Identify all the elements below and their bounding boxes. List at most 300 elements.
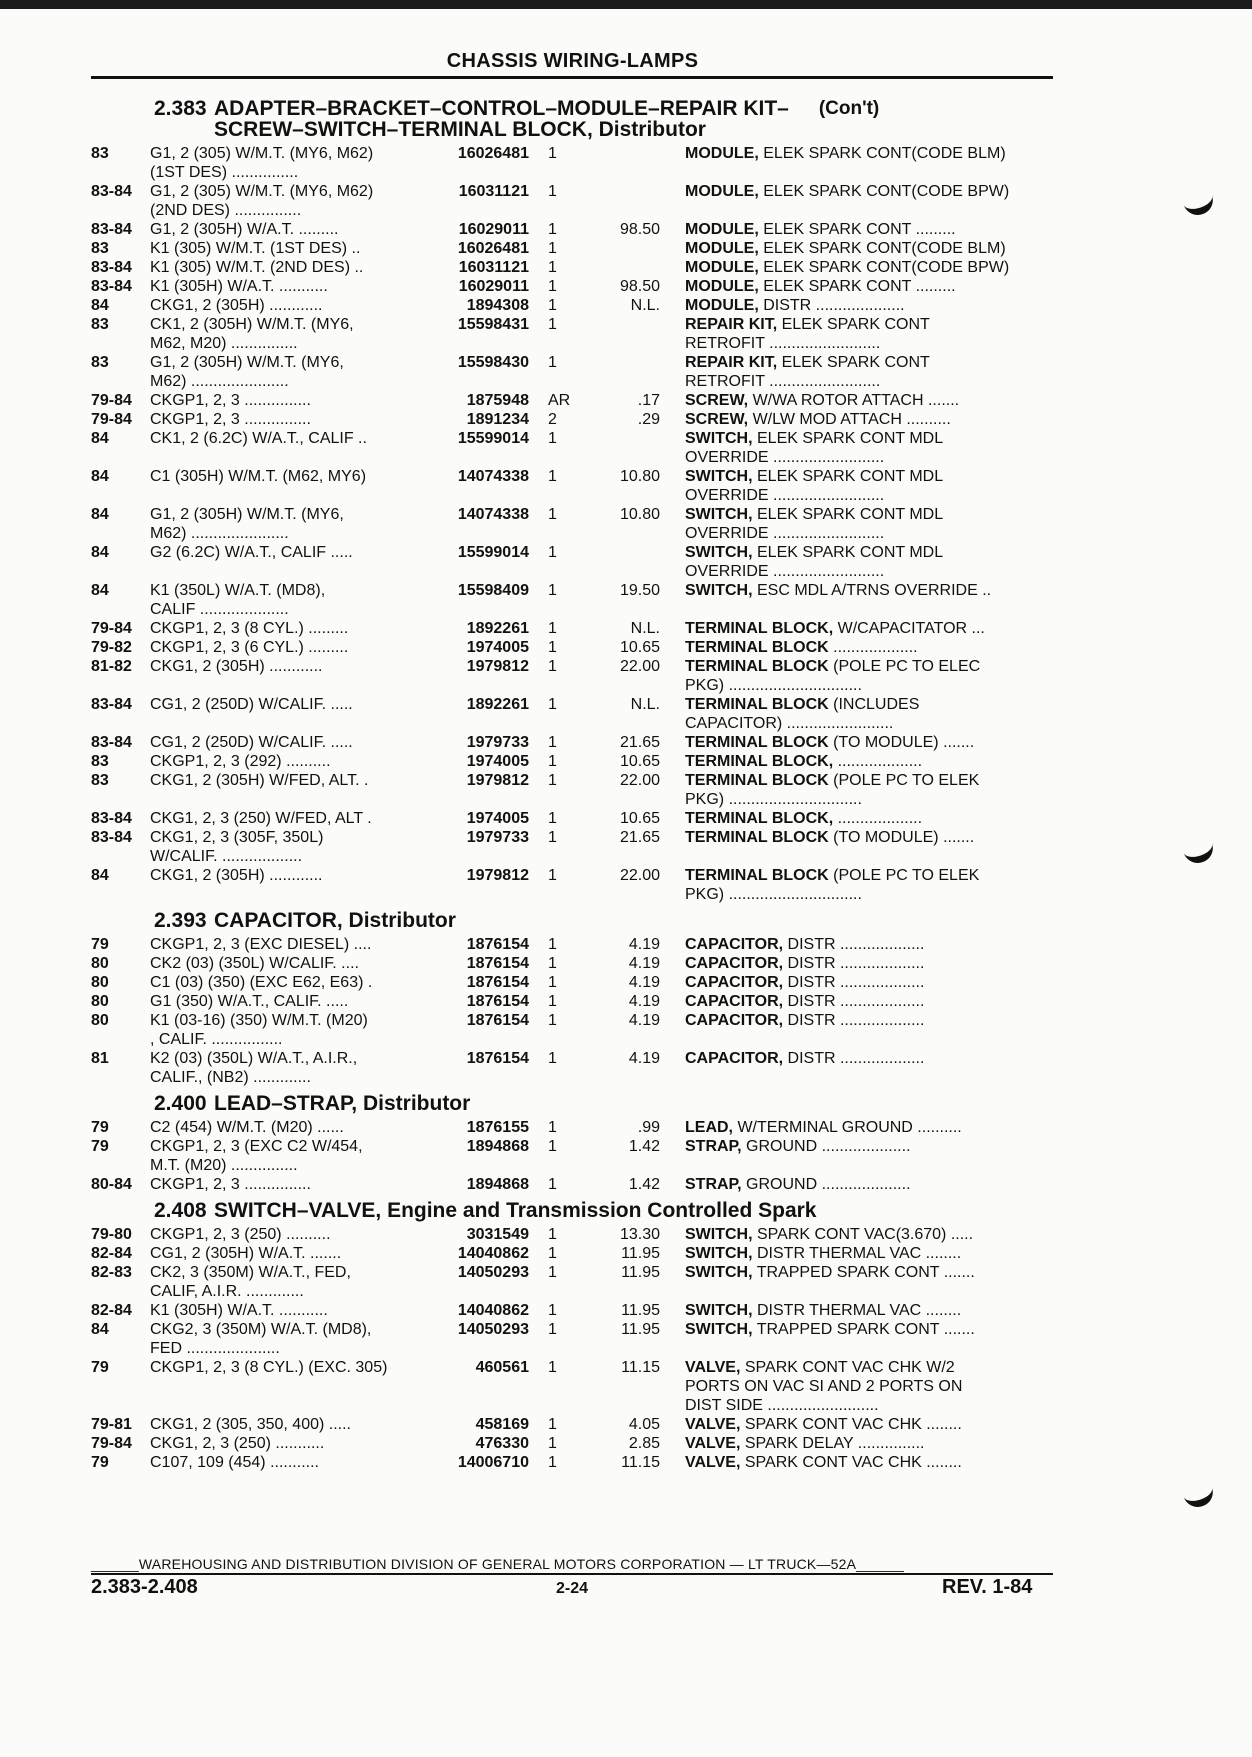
list-price: 10.80 (619, 506, 660, 523)
list-price (580, 429, 660, 467)
application-description: CK2, 3 (350M) W/A.T., FED, CALIF, A.I.R. ............. (150, 1264, 351, 1300)
application-description: CKG1, 2 (305H) ............ (150, 297, 323, 314)
part-number: 1979733 (466, 829, 529, 846)
part-row (91, 695, 1051, 733)
part-name-heading: MODULE, (685, 297, 759, 314)
part-name-detail: ELEK SPARK CONT MDL OVERRIDE ......................... (685, 468, 944, 504)
part-row (91, 429, 1051, 467)
part-row (91, 239, 1051, 258)
section-block (91, 1093, 1051, 1194)
part-name (660, 410, 1051, 429)
model-years: 79-84 (91, 392, 132, 409)
application-description: C107, 109 (454) ........... (150, 1454, 319, 1471)
model-years: 79-82 (91, 639, 132, 656)
part-number: 1979812 (466, 772, 529, 789)
part-name (660, 1320, 1051, 1358)
list-price: 22.00 (619, 772, 660, 789)
list-price: N.L. (630, 620, 660, 637)
list-price: 4.19 (628, 936, 660, 953)
quantity: 1 (548, 1138, 557, 1155)
part-name-heading: TERMINAL BLOCK, (685, 620, 834, 637)
part-number: 1894308 (466, 297, 529, 314)
application-description: CKG1, 2 (305H) ............ (150, 658, 323, 675)
binder-hole-3 (1179, 1474, 1216, 1511)
model-years: 84 (91, 506, 109, 523)
part-row (91, 543, 1051, 581)
part-name-heading: CAPACITOR, (685, 993, 784, 1010)
part-name-detail: DISTR ................... (783, 974, 925, 991)
application-description: CG1, 2 (250D) W/CALIF. ..... (150, 696, 353, 713)
part-name (660, 1244, 1051, 1263)
part-name (660, 935, 1051, 954)
part-number: 16031121 (458, 183, 529, 200)
part-name-detail: ELEK SPARK CONT ......... (758, 278, 956, 295)
part-number: 1876154 (466, 1012, 529, 1029)
footer-rule (91, 1573, 1053, 1575)
part-number: 1892261 (466, 620, 529, 637)
part-name (660, 809, 1051, 828)
quantity: 1 (548, 259, 557, 276)
part-name-heading: MODULE, (685, 240, 759, 257)
part-name-heading: MODULE, (685, 221, 759, 238)
list-price (580, 144, 660, 182)
quantity: 1 (548, 1050, 557, 1067)
quantity: 1 (548, 1226, 557, 1243)
section-heading (91, 910, 1051, 931)
model-years: 79-81 (91, 1416, 132, 1433)
part-name (660, 1301, 1051, 1320)
model-years: 83-84 (91, 278, 132, 295)
quantity: 1 (548, 240, 557, 257)
model-years: 83 (91, 145, 109, 162)
part-name-heading: SWITCH, (685, 1264, 753, 1281)
quantity: 1 (548, 1012, 557, 1029)
part-name-heading: TERMINAL BLOCK (685, 658, 829, 675)
quantity: 1 (548, 1435, 557, 1452)
part-name (660, 619, 1051, 638)
list-price: N.L. (630, 696, 660, 713)
quantity: 2 (548, 411, 557, 428)
part-name-heading: STRAP, (685, 1176, 742, 1193)
part-name-detail: TRAPPED SPARK CONT ....... (752, 1321, 975, 1338)
quantity: 1 (548, 1119, 557, 1136)
part-row (91, 657, 1051, 695)
application-description: CKG1, 2, 3 (250) W/FED, ALT . (150, 810, 372, 827)
list-price (580, 239, 660, 258)
quantity: 1 (548, 936, 557, 953)
part-name (660, 771, 1051, 809)
list-price: 13.30 (619, 1226, 660, 1243)
part-number: 15599014 (457, 544, 529, 561)
part-row (91, 1415, 1051, 1434)
part-name-detail: SPARK CONT VAC CHK W/2 PORTS ON VAC SI AND 2 PORTS ON DIST SIDE ......................... (685, 1359, 963, 1414)
part-number: 16029011 (458, 278, 529, 295)
part-name (660, 429, 1051, 467)
part-name (660, 638, 1051, 657)
part-name (660, 258, 1051, 277)
list-price: 21.65 (619, 734, 660, 751)
application-description: G1 (350) W/A.T., CALIF. ..... (150, 993, 349, 1010)
part-name (660, 1175, 1051, 1194)
list-price: 98.50 (619, 278, 660, 295)
part-name (660, 1358, 1051, 1415)
part-name-heading: SWITCH, (685, 1245, 753, 1262)
part-name-heading: SCREW, (685, 392, 749, 409)
part-row (91, 771, 1051, 809)
part-row (91, 182, 1051, 220)
quantity: 1 (548, 316, 557, 333)
part-name-detail: ELEK SPARK CONT(CODE BLM) (758, 145, 1006, 162)
quantity: 1 (548, 430, 557, 447)
section-number: 2.393 (154, 909, 207, 932)
part-name-detail: ................... (828, 639, 918, 656)
part-name-detail: SPARK CONT VAC(3.670) ..... (752, 1226, 974, 1243)
part-row (91, 1225, 1051, 1244)
part-name-heading: MODULE, (685, 278, 759, 295)
part-name-heading: MODULE, (685, 145, 759, 162)
part-name-detail: ELEK SPARK CONT(CODE BPW) (758, 183, 1010, 200)
part-row (91, 1049, 1051, 1087)
part-number: 1875948 (466, 392, 529, 409)
part-name (660, 1453, 1051, 1472)
part-number: 16029011 (458, 221, 529, 238)
part-row (91, 752, 1051, 771)
part-row (91, 144, 1051, 182)
application-description: CKGP1, 2, 3 (250) .......... (150, 1226, 331, 1243)
quantity: 1 (548, 658, 557, 675)
part-number: 1974005 (466, 810, 529, 827)
model-years: 82-84 (91, 1245, 132, 1262)
list-price: N.L. (630, 297, 660, 314)
section-number: 2.400 (154, 1092, 207, 1115)
list-price: 11.95 (621, 1264, 660, 1281)
part-name (660, 973, 1051, 992)
list-price (580, 258, 660, 277)
part-name-heading: TERMINAL BLOCK (685, 639, 829, 656)
part-number: 14040862 (457, 1245, 529, 1262)
part-number: 1876154 (466, 993, 529, 1010)
quantity: 1 (548, 753, 557, 770)
part-number: 15598431 (457, 316, 529, 333)
quantity: 1 (548, 867, 557, 884)
part-name-detail: DISTR .................... (758, 297, 905, 314)
model-years: 83 (91, 772, 109, 789)
part-row (91, 505, 1051, 543)
part-name (660, 1118, 1051, 1137)
part-number: 16031121 (458, 259, 529, 276)
section-block (91, 1200, 1051, 1472)
section-heading (91, 98, 1051, 140)
part-number: 15599014 (457, 430, 529, 447)
model-years: 84 (91, 582, 109, 599)
part-number: 1891234 (466, 411, 529, 428)
part-row (91, 467, 1051, 505)
part-row (91, 391, 1051, 410)
part-number: 1876154 (466, 936, 529, 953)
model-years: 79 (91, 936, 109, 953)
part-name-detail: DISTR THERMAL VAC ........ (752, 1245, 962, 1262)
list-price: 4.19 (628, 974, 660, 991)
part-number: 14006710 (457, 1454, 529, 1471)
part-name-detail: ESC MDL A/TRNS OVERRIDE .. (752, 582, 992, 599)
part-name (660, 239, 1051, 258)
model-years: 79-84 (91, 1435, 132, 1452)
application-description: CK1, 2 (6.2C) W/A.T., CALIF .. (150, 430, 367, 447)
part-name (660, 144, 1051, 182)
parts-list (91, 92, 1051, 1472)
quantity: 1 (548, 620, 557, 637)
application-description: K1 (03-16) (350) W/M.T. (M20) , CALIF. ................ (150, 1012, 368, 1048)
part-name-heading: SWITCH, (685, 468, 753, 485)
list-price: 11.95 (621, 1302, 660, 1319)
model-years: 79-84 (91, 620, 132, 637)
part-name-heading: REPAIR KIT, (685, 354, 778, 371)
part-row (91, 581, 1051, 619)
part-name-detail: ................... (833, 753, 923, 770)
list-price: 10.80 (619, 468, 660, 485)
application-description: CKG1, 2 (305H) ............ (150, 867, 323, 884)
part-row (91, 619, 1051, 638)
section-number: 2.408 (154, 1199, 207, 1222)
section-number: 2.383 (154, 97, 207, 120)
part-row (91, 1453, 1051, 1472)
model-years: 83 (91, 753, 109, 770)
part-name-detail: ELEK SPARK CONT RETROFIT ......................... (685, 316, 930, 352)
part-name (660, 220, 1051, 239)
application-description: G1, 2 (305) W/M.T. (MY6, M62) (2ND DES) ............... (150, 183, 374, 219)
application-description: CK1, 2 (305H) W/M.T. (MY6, M62, M20) ............... (150, 316, 354, 352)
model-years: 84 (91, 867, 109, 884)
part-name-detail: W/WA ROTOR ATTACH ....... (748, 392, 960, 409)
binder-hole-2 (1179, 830, 1216, 867)
model-years: 83-84 (91, 259, 132, 276)
model-years: 83 (91, 240, 109, 257)
part-name-heading: SWITCH, (685, 1321, 753, 1338)
part-number: 16026481 (457, 240, 529, 257)
part-name (660, 1011, 1051, 1049)
part-name-heading: VALVE, (685, 1416, 741, 1433)
quantity: 1 (548, 1359, 557, 1376)
part-row (91, 410, 1051, 429)
part-row (91, 258, 1051, 277)
application-description: CKGP1, 2, 3 (8 CYL.) ......... (150, 620, 349, 637)
section-continued: (Con't) (818, 98, 880, 119)
quantity: 1 (548, 278, 557, 295)
part-name-detail: DISTR THERMAL VAC ........ (752, 1302, 962, 1319)
model-years: 79 (91, 1359, 109, 1376)
application-description: CKGP1, 2, 3 (6 CYL.) ......... (150, 639, 349, 656)
quantity: AR (548, 392, 571, 409)
part-name-detail: ELEK SPARK CONT RETROFIT ......................... (685, 354, 930, 390)
part-name (660, 1434, 1051, 1453)
application-description: CKG1, 2 (305, 350, 400) ..... (150, 1416, 351, 1433)
part-number: 14040862 (457, 1302, 529, 1319)
application-description: K1 (305) W/M.T. (1ST DES) .. (150, 240, 361, 257)
list-price: 4.05 (628, 1416, 660, 1433)
part-name-heading: MODULE, (685, 259, 759, 276)
part-row (91, 1137, 1051, 1175)
part-name (660, 954, 1051, 973)
part-name-heading: TERMINAL BLOCK, (685, 753, 834, 770)
part-name (660, 391, 1051, 410)
model-years: 83-84 (91, 734, 132, 751)
model-years: 79 (91, 1119, 109, 1136)
list-price: 1.42 (628, 1176, 660, 1193)
quantity: 1 (548, 993, 557, 1010)
quantity: 1 (548, 506, 557, 523)
model-years: 80 (91, 955, 109, 972)
quantity: 1 (548, 1245, 557, 1262)
model-years: 83 (91, 354, 109, 371)
list-price: 19.50 (619, 582, 660, 599)
part-name-detail: (INCLUDES CAPACITOR) ........................ (685, 696, 920, 732)
part-name-heading: CAPACITOR, (685, 1050, 784, 1067)
quantity: 1 (548, 183, 557, 200)
application-description: CKGP1, 2, 3 (EXC C2 W/454, M.T. (M20) ............... (150, 1138, 363, 1174)
part-number: 14074338 (457, 506, 529, 523)
model-years: 83-84 (91, 829, 132, 846)
section-title: SWITCH–VALVE, Engine and Transmission Controlled Spark (214, 1199, 817, 1222)
part-row (91, 733, 1051, 752)
model-years: 81-82 (91, 658, 132, 675)
application-description: K1 (305H) W/A.T. ........... (150, 1302, 328, 1319)
part-name-heading: TERMINAL BLOCK (685, 696, 829, 713)
part-row (91, 1244, 1051, 1263)
quantity: 1 (548, 1454, 557, 1471)
part-number: 458169 (475, 1416, 529, 1433)
part-name-detail: W/CAPACITATOR ... (833, 620, 985, 637)
list-price: 11.15 (621, 1454, 660, 1471)
application-description: G1, 2 (305) W/M.T. (MY6, M62) (1ST DES) ............... (150, 145, 374, 181)
list-price: 2.85 (628, 1435, 660, 1452)
part-number: 1974005 (466, 753, 529, 770)
part-number: 14050293 (457, 1264, 529, 1281)
part-name (660, 1415, 1051, 1434)
list-price: 22.00 (619, 658, 660, 675)
list-price: .99 (637, 1119, 660, 1136)
model-years: 82-83 (91, 1264, 132, 1281)
application-description: CKG2, 3 (350M) W/A.T. (MD8), FED ..................... (150, 1321, 372, 1357)
part-name-detail: (POLE PC TO ELEK PKG) .............................. (685, 772, 980, 808)
part-number: 476330 (475, 1435, 529, 1452)
section-title: ADAPTER–BRACKET–CONTROL–MODULE–REPAIR KIT– SCREW–SWITCH–TERMINAL BLOCK, Distributor (214, 97, 789, 141)
part-name-detail: W/LW MOD ATTACH .......... (748, 411, 951, 428)
list-price: 98.50 (619, 221, 660, 238)
top-scan-border (0, 0, 1252, 9)
part-name-detail: (POLE PC TO ELEK PKG) .............................. (685, 867, 980, 903)
quantity: 1 (548, 145, 557, 162)
part-number: 1876155 (466, 1119, 529, 1136)
application-description: G2 (6.2C) W/A.T., CALIF ..... (150, 544, 353, 561)
part-name-heading: REPAIR KIT, (685, 316, 778, 333)
part-name (660, 992, 1051, 1011)
part-name (660, 733, 1051, 752)
part-row (91, 809, 1051, 828)
part-number: 1876154 (466, 955, 529, 972)
application-description: CKGP1, 2, 3 (8 CYL.) (EXC. 305) (150, 1359, 388, 1376)
list-price: 10.65 (619, 810, 660, 827)
part-name-detail: DISTR ................... (783, 936, 925, 953)
quantity: 1 (548, 582, 557, 599)
part-name-detail: ................... (833, 810, 923, 827)
application-description: G1, 2 (305H) W/M.T. (MY6, M62) ...................... (150, 354, 344, 390)
model-years: 79 (91, 1138, 109, 1155)
part-name-detail: ELEK SPARK CONT MDL OVERRIDE ......................... (685, 506, 944, 542)
section-heading (91, 1093, 1051, 1114)
application-description: K1 (305) W/M.T. (2ND DES) .. (150, 259, 364, 276)
application-description: K1 (350L) W/A.T. (MD8), CALIF .................... (150, 582, 326, 618)
part-row (91, 353, 1051, 391)
list-price: 10.65 (619, 753, 660, 770)
part-row (91, 866, 1051, 904)
part-name-heading: STRAP, (685, 1138, 742, 1155)
part-name-heading: SWITCH, (685, 544, 753, 561)
part-number: 460561 (475, 1359, 529, 1376)
part-row (91, 1011, 1051, 1049)
application-description: CK2 (03) (350L) W/CALIF. .... (150, 955, 359, 972)
model-years: 83-84 (91, 221, 132, 238)
model-years: 83-84 (91, 696, 132, 713)
list-price: 22.00 (619, 867, 660, 884)
part-name (660, 315, 1051, 353)
model-years: 79-80 (91, 1226, 132, 1243)
list-price: 4.19 (628, 993, 660, 1010)
model-years: 83 (91, 316, 109, 333)
quantity: 1 (548, 544, 557, 561)
part-row (91, 1434, 1051, 1453)
list-price (580, 543, 660, 581)
part-number: 1876154 (466, 974, 529, 991)
quantity: 1 (548, 772, 557, 789)
part-name (660, 581, 1051, 619)
part-row (91, 828, 1051, 866)
application-description: CKGP1, 2, 3 (EXC DIESEL) .... (150, 936, 372, 953)
part-number: 1979812 (466, 867, 529, 884)
model-years: 80 (91, 974, 109, 991)
part-number: 14074338 (457, 468, 529, 485)
part-number: 1876154 (466, 1050, 529, 1067)
part-row (91, 954, 1051, 973)
model-years: 83-84 (91, 183, 132, 200)
part-number: 1892261 (466, 696, 529, 713)
part-name-detail: ELEK SPARK CONT(CODE BPW) (758, 259, 1010, 276)
part-name-detail: DISTR ................... (783, 993, 925, 1010)
part-name-heading: VALVE, (685, 1454, 741, 1471)
part-row (91, 1358, 1051, 1415)
section-heading (91, 1200, 1051, 1221)
page-title: CHASSIS WIRING-LAMPS (446, 50, 699, 72)
section-title: LEAD–STRAP, Distributor (214, 1092, 471, 1115)
application-description: CKG1, 2, 3 (250) ........... (150, 1435, 325, 1452)
part-name-detail: ELEK SPARK CONT ......... (758, 221, 956, 238)
quantity: 1 (548, 734, 557, 751)
part-name (660, 182, 1051, 220)
part-name (660, 277, 1051, 296)
part-name-heading: SWITCH, (685, 1226, 753, 1243)
footer-section-range: 2.383-2.408 (91, 1576, 198, 1598)
part-number: 14050293 (457, 1321, 529, 1338)
application-description: K2 (03) (350L) W/A.T., A.I.R., CALIF., (NB2) ............. (150, 1050, 358, 1086)
model-years: 84 (91, 468, 109, 485)
part-name-heading: SWITCH, (685, 582, 753, 599)
quantity: 1 (548, 696, 557, 713)
part-name-detail: ELEK SPARK CONT MDL OVERRIDE ......................... (685, 544, 944, 580)
part-name-heading: CAPACITOR, (685, 936, 784, 953)
list-price: 10.65 (619, 639, 660, 656)
list-price: 1.42 (628, 1138, 660, 1155)
part-row (91, 973, 1051, 992)
quantity: 1 (548, 221, 557, 238)
